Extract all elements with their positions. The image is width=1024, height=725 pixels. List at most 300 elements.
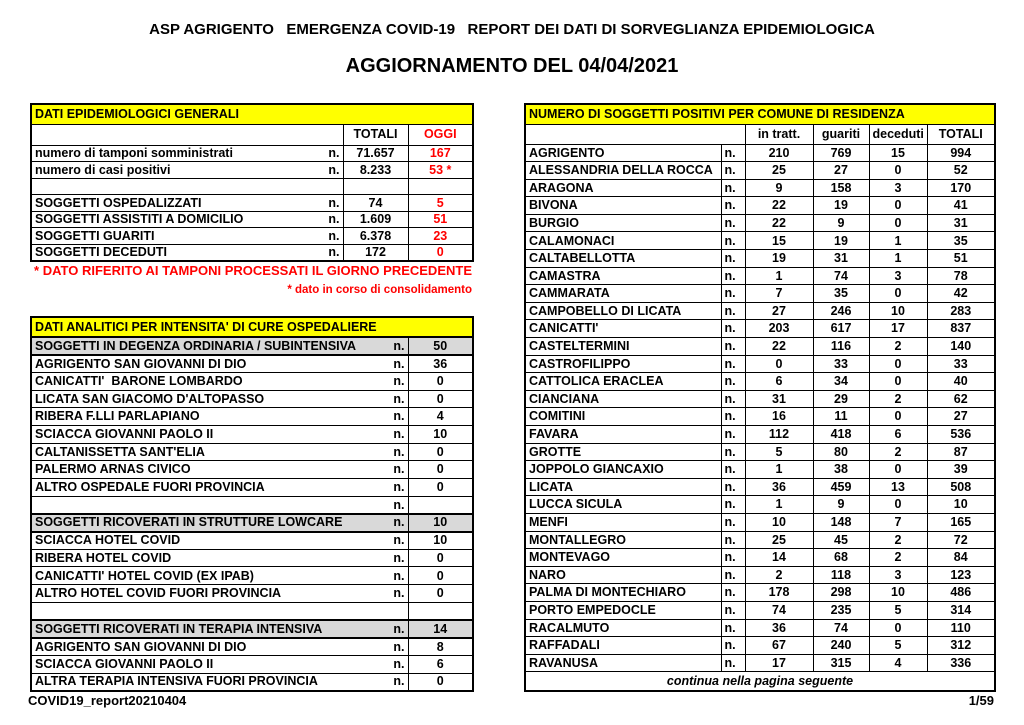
n-cell: n. [721,496,745,514]
in-tratt-cell: 22 [745,197,813,215]
comune-row [525,285,995,303]
col-header-guariti: guariti [813,124,869,144]
comune-row [525,443,995,461]
label-n-wrap [35,340,405,353]
hospital-intensity-table [30,316,474,692]
continuation-note: continua nella pagina seguente [525,672,995,692]
guariti-cell: 11 [813,408,869,426]
n-prefix: n. [328,212,340,226]
n-cell: n. [721,197,745,215]
comune-row [525,408,995,426]
row-label-cell [31,244,343,261]
label-n-wrap [35,534,405,547]
row-label-cell [31,443,408,461]
n-cell: n. [721,443,745,461]
comune-row [525,654,995,672]
in-tratt-cell: 25 [745,531,813,549]
label-n-wrap [35,213,340,226]
note-tamponi-precedente: * DATO RIFERITO AI TAMPONI PROCESSATI IL GIORNO PRECEDENTE [34,263,472,278]
col-header-totali: TOTALI [343,124,408,145]
label-n-wrap [35,393,405,406]
totale-cell: 52 [927,162,995,180]
comune-row [525,566,995,584]
comune-cell: CAMPOBELLO DI LICATA [525,302,721,320]
row-label: ALTRO OSPEDALE FUORI PROVINCIA [35,480,265,495]
in-tratt-cell: 27 [745,302,813,320]
footer-page-number: 1/59 [968,693,994,708]
comune-row [525,214,995,232]
label-n-wrap [35,499,405,512]
totale-cell: 10 [927,496,995,514]
n-prefix: n. [328,162,340,177]
totale-cell: 314 [927,601,995,619]
n-prefix: n. [328,244,340,259]
comuni-table-title: NUMERO DI SOGGETTI POSITIVI PER COMUNE DI RESIDENZA [525,104,995,124]
general-table-row [31,244,473,261]
oggi-cell: 53 * [408,162,473,179]
value-cell: 0 [408,549,473,567]
deceduti-cell: 0 [869,461,927,479]
n-prefix: n. [393,373,405,388]
n-cell: n. [721,214,745,232]
in-tratt-cell: 67 [745,637,813,655]
in-tratt-cell: 1 [745,267,813,285]
deceduti-cell: 2 [869,443,927,461]
continuation-row [525,672,995,692]
col-header-oggi: OGGI [408,124,473,145]
in-tratt-cell: 14 [745,549,813,567]
comune-cell: CALAMONACI [525,232,721,250]
totale-cell: 27 [927,408,995,426]
deceduti-cell: 15 [869,144,927,162]
totali-cell: 1.609 [343,211,408,228]
row-label-cell [31,372,408,390]
value-cell: 0 [408,585,473,603]
n-cell: n. [721,513,745,531]
totali-cell: 6.378 [343,228,408,245]
value-cell: 6 [408,655,473,673]
label-n-wrap [35,587,405,600]
deceduti-cell: 0 [869,162,927,180]
guariti-cell: 45 [813,531,869,549]
comune-cell: CIANCIANA [525,390,721,408]
label-n-wrap [35,230,340,243]
comune-cell: CAMASTRA [525,267,721,285]
label-n-wrap [35,246,340,259]
label-n-wrap [35,197,340,210]
totale-cell: 33 [927,355,995,373]
deceduti-cell: 0 [869,496,927,514]
value-cell: 0 [408,443,473,461]
totale-cell: 42 [927,285,995,303]
totale-cell: 41 [927,197,995,215]
oggi-cell: 0 [408,244,473,261]
n-cell: n. [721,531,745,549]
guariti-cell: 29 [813,390,869,408]
guariti-cell: 235 [813,601,869,619]
hospital-table-row [31,390,473,408]
totale-cell: 40 [927,373,995,391]
row-label-cell [31,655,408,673]
comune-row [525,302,995,320]
comune-cell: COMITINI [525,408,721,426]
row-label: AGRIGENTO SAN GIOVANNI DI DIO [35,639,247,654]
label-n-wrap [35,641,405,654]
n-cell: n. [721,549,745,567]
in-tratt-cell: 6 [745,373,813,391]
comune-row [525,478,995,496]
row-label-cell [31,178,343,195]
comune-cell: FAVARA [525,426,721,444]
blank-header-cell [31,124,343,145]
comune-cell: AGRIGENTO [525,144,721,162]
n-cell: n. [721,250,745,268]
label-n-wrap [35,375,405,388]
label-n-wrap [35,358,405,371]
comune-row [525,232,995,250]
deceduti-cell: 4 [869,654,927,672]
n-prefix: n. [393,586,405,601]
label-n-wrap [35,147,340,160]
hospital-table-row [31,372,473,390]
general-epidemiology-table [30,103,474,262]
hospital-table-row [31,408,473,426]
deceduti-cell: 0 [869,285,927,303]
label-n-wrap [35,516,405,529]
row-label: SCIACCA GIOVANNI PAOLO II [35,656,214,671]
value-cell [408,602,473,620]
comuni-table-title-row [525,104,995,124]
comune-cell: MONTALLEGRO [525,531,721,549]
row-label-cell [31,585,408,603]
n-cell: n. [721,478,745,496]
n-prefix: n. [393,656,405,671]
general-table-row [31,178,473,195]
hospital-table-title: DATI ANALITICI PER INTENSITA' DI CURE OSPEDALIERE [31,317,473,337]
row-label-cell [31,195,343,212]
deceduti-cell: 5 [869,601,927,619]
deceduti-cell: 2 [869,390,927,408]
totali-cell: 8.233 [343,162,408,179]
n-cell: n. [721,179,745,197]
note-consolidamento: * dato in corso di consolidamento [287,284,472,296]
in-tratt-cell: 22 [745,214,813,232]
totale-cell: 123 [927,566,995,584]
hospital-table-row [31,461,473,479]
row-label-cell [31,162,343,179]
value-cell: 14 [408,620,473,638]
totale-cell: 170 [927,179,995,197]
deceduti-cell: 0 [869,197,927,215]
deceduti-cell: 10 [869,584,927,602]
hospital-table-row [31,655,473,673]
row-label-cell [31,602,408,620]
comune-row [525,461,995,479]
n-prefix: n. [393,568,405,583]
value-cell: 0 [408,461,473,479]
value-cell: 50 [408,337,473,355]
comune-row [525,601,995,619]
totale-cell: 508 [927,478,995,496]
n-cell: n. [721,162,745,180]
guariti-cell: 315 [813,654,869,672]
value-cell: 10 [408,425,473,443]
comune-row [525,320,995,338]
n-cell: n. [721,302,745,320]
deceduti-cell: 10 [869,302,927,320]
row-label-cell [31,479,408,497]
totali-cell [343,178,408,195]
in-tratt-cell: 31 [745,390,813,408]
totali-cell: 71.657 [343,145,408,162]
row-label: numero di tamponi somministrati [35,146,233,160]
report-subtitle: AGGIORNAMENTO DEL 04/04/2021 [345,55,679,77]
row-label: CANICATTI' BARONE LOMBARDO [35,373,243,388]
row-label: SCIACCA HOTEL COVID [35,533,181,548]
row-label-cell [31,514,408,532]
in-tratt-cell: 178 [745,584,813,602]
row-label-cell [31,461,408,479]
n-cell: n. [721,461,745,479]
oggi-cell [408,178,473,195]
comune-cell: RAVANUSA [525,654,721,672]
value-cell: 0 [408,567,473,585]
guariti-cell: 38 [813,461,869,479]
totale-cell: 72 [927,531,995,549]
n-prefix: n. [393,462,405,477]
hospital-table-row [31,602,473,620]
col-header-deceduti: deceduti [869,124,927,144]
hospital-table-row [31,549,473,567]
comune-row [525,250,995,268]
comune-row [525,549,995,567]
n-cell: n. [721,619,745,637]
comune-cell: LICATA [525,478,721,496]
totale-cell: 165 [927,513,995,531]
row-label-cell [31,390,408,408]
value-cell: 0 [408,390,473,408]
comune-cell: CASTROFILIPPO [525,355,721,373]
in-tratt-cell: 0 [745,355,813,373]
in-tratt-cell: 10 [745,513,813,531]
label-n-wrap [35,658,405,671]
n-prefix: n. [328,146,340,160]
guariti-cell: 158 [813,179,869,197]
comuni-positives-table [524,103,996,692]
deceduti-cell: 7 [869,513,927,531]
row-label: SOGGETTI IN DEGENZA ORDINARIA / SUBINTENSIVA [35,338,357,353]
row-label-cell [31,337,408,355]
comune-cell: LUCCA SICULA [525,496,721,514]
guariti-cell: 9 [813,496,869,514]
comune-row [525,355,995,373]
row-label-cell [31,532,408,550]
value-cell: 10 [408,514,473,532]
value-cell: 8 [408,638,473,656]
row-label: AGRIGENTO SAN GIOVANNI DI DIO [35,356,247,371]
comune-cell: CALTABELLOTTA [525,250,721,268]
comune-row [525,144,995,162]
totale-cell: 87 [927,443,995,461]
comune-row [525,373,995,391]
label-n-wrap [35,428,405,441]
label-n-wrap [35,410,405,423]
hospital-table-row [31,585,473,603]
guariti-cell: 246 [813,302,869,320]
n-prefix: n. [393,674,405,689]
n-prefix: n. [393,409,405,424]
in-tratt-cell: 74 [745,601,813,619]
n-prefix: n. [393,338,405,353]
general-table-title: DATI EPIDEMIOLOGICI GENERALI [31,104,473,124]
totali-cell: 74 [343,195,408,212]
comune-row [525,584,995,602]
guariti-cell: 80 [813,443,869,461]
n-prefix: n. [393,639,405,654]
totali-cell: 172 [343,244,408,261]
comune-row [525,496,995,514]
comune-row [525,338,995,356]
general-table-header-row [31,124,473,145]
n-cell: n. [721,408,745,426]
in-tratt-cell: 1 [745,496,813,514]
totale-cell: 536 [927,426,995,444]
totale-cell: 78 [927,267,995,285]
guariti-cell: 19 [813,232,869,250]
n-cell: n. [721,654,745,672]
guariti-cell: 240 [813,637,869,655]
in-tratt-cell: 5 [745,443,813,461]
n-prefix: n. [393,480,405,495]
totale-cell: 312 [927,637,995,655]
hospital-table-row [31,567,473,585]
comune-cell: PALMA DI MONTECHIARO [525,584,721,602]
comune-cell: MONTEVAGO [525,549,721,567]
hospital-table-row [31,443,473,461]
n-cell: n. [721,144,745,162]
n-cell: n. [721,320,745,338]
value-cell: 4 [408,408,473,426]
row-label: ALTRA TERAPIA INTENSIVA FUORI PROVINCIA [35,674,318,689]
guariti-cell: 298 [813,584,869,602]
guariti-cell: 74 [813,619,869,637]
label-n-wrap [35,481,405,494]
label-n-wrap [35,552,405,565]
n-prefix: n. [393,515,405,530]
deceduti-cell: 3 [869,179,927,197]
guariti-cell: 116 [813,338,869,356]
n-cell: n. [721,566,745,584]
deceduti-cell: 2 [869,338,927,356]
n-cell: n. [721,285,745,303]
n-prefix: n. [393,550,405,565]
in-tratt-cell: 1 [745,461,813,479]
row-label: SOGGETTI DECEDUTI [35,244,167,259]
deceduti-cell: 0 [869,373,927,391]
comuni-table-header-row [525,124,995,144]
n-cell: n. [721,426,745,444]
col-header-in-tratt: in tratt. [745,124,813,144]
comune-cell: CASTELTERMINI [525,338,721,356]
label-n-wrap [35,675,405,688]
guariti-cell: 118 [813,566,869,584]
comune-row [525,179,995,197]
in-tratt-cell: 16 [745,408,813,426]
label-n-wrap [35,463,405,476]
general-table-row [31,211,473,228]
totale-cell: 39 [927,461,995,479]
row-label: SOGGETTI ASSISTITI A DOMICILIO [35,212,244,226]
col-header-totali: TOTALI [927,124,995,144]
n-cell: n. [721,267,745,285]
row-label: RIBERA F.LLI PARLAPIANO [35,409,200,424]
comune-cell: BIVONA [525,197,721,215]
n-prefix: n. [393,356,405,371]
n-prefix: n. [393,444,405,459]
deceduti-cell: 3 [869,267,927,285]
row-label-cell [31,673,408,691]
row-label: SOGGETTI RICOVERATI IN TERAPIA INTENSIVA [35,621,323,636]
n-prefix: n. [328,228,340,243]
general-table-row [31,195,473,212]
n-cell: n. [721,584,745,602]
deceduti-cell: 0 [869,214,927,232]
comune-row [525,267,995,285]
n-prefix: n. [393,427,405,442]
comune-cell: PORTO EMPEDOCLE [525,601,721,619]
value-cell: 0 [408,372,473,390]
guariti-cell: 459 [813,478,869,496]
deceduti-cell: 13 [869,478,927,496]
deceduti-cell: 1 [869,250,927,268]
guariti-cell: 617 [813,320,869,338]
row-label: LICATA SAN GIACOMO D'ALTOPASSO [35,391,265,406]
guariti-cell: 148 [813,513,869,531]
row-label-cell [31,425,408,443]
totale-cell: 140 [927,338,995,356]
hospital-table-row [31,673,473,691]
comune-row [525,619,995,637]
n-cell: n. [721,601,745,619]
deceduti-cell: 17 [869,320,927,338]
general-table-title-row [31,104,473,124]
comune-row [525,426,995,444]
row-label: SOGGETTI GUARITI [35,228,155,243]
row-label: PALERMO ARNAS CIVICO [35,462,191,477]
deceduti-cell: 0 [869,408,927,426]
n-prefix: n. [393,621,405,636]
comune-cell: CANICATTI' [525,320,721,338]
in-tratt-cell: 203 [745,320,813,338]
comune-row [525,390,995,408]
guariti-cell: 769 [813,144,869,162]
row-label-cell [31,567,408,585]
totale-cell: 994 [927,144,995,162]
in-tratt-cell: 36 [745,619,813,637]
comune-row [525,513,995,531]
comune-row [525,162,995,180]
deceduti-cell: 3 [869,566,927,584]
guariti-cell: 418 [813,426,869,444]
row-label-cell [31,145,343,162]
hospital-table-row [31,620,473,638]
in-tratt-cell: 2 [745,566,813,584]
totale-cell: 62 [927,390,995,408]
blank-header-cell [525,124,745,144]
row-label-cell [31,211,343,228]
value-cell [408,496,473,514]
in-tratt-cell: 25 [745,162,813,180]
